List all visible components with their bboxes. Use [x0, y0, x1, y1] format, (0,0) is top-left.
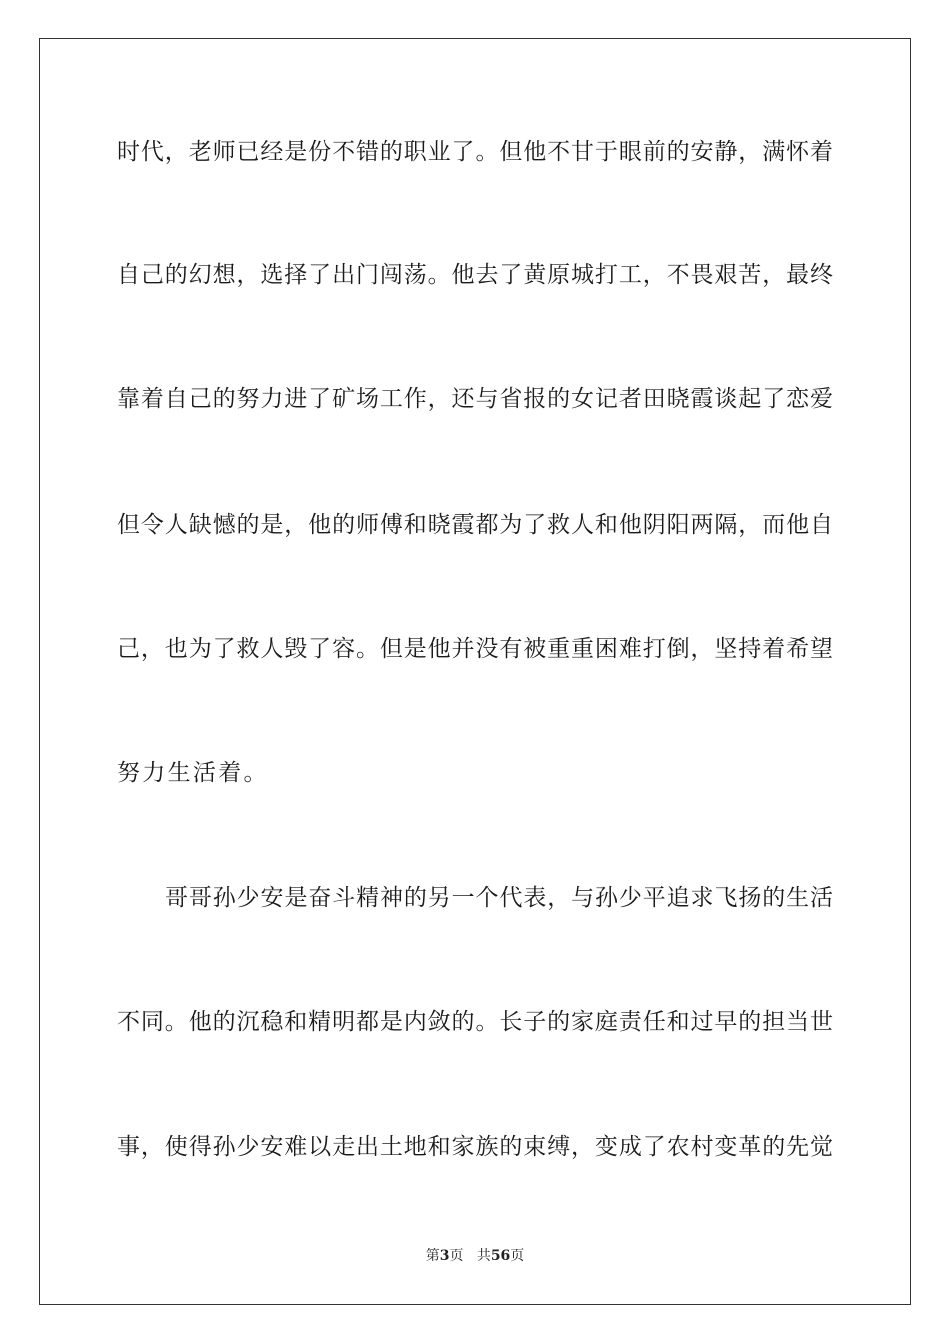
page-footer — [0, 1246, 950, 1266]
body-line-8: 不同。他的沉稳和精明都是内敛的。长子的家庭责任和过早的担当世 — [117, 1009, 833, 1035]
total-prefix: 共 — [476, 1248, 491, 1264]
page-number: 3 — [439, 1248, 450, 1264]
page-border — [39, 38, 911, 1305]
body-line-6: 努力生活着。 — [117, 760, 269, 786]
page-suffix: 页 — [449, 1248, 464, 1264]
page-prefix: 第 — [425, 1248, 440, 1264]
total-pages: 56 — [490, 1248, 511, 1264]
total-suffix: 页 — [510, 1248, 525, 1264]
body-line-2: 自己的幻想，选择了出门闯荡。他去了黄原城打工，不畏艰苦，最终 — [117, 262, 833, 288]
body-line-7-paragraph-start: 哥哥孙少安是奋斗精神的另一个代表，与孙少平追求飞扬的生活 — [165, 885, 833, 911]
body-line-1: 时代，老师已经是份不错的职业了。但他不甘于眼前的安静，满怀着 — [117, 139, 833, 165]
body-line-5: 己，也为了救人毁了容。但是他并没有被重重困难打倒，坚持着希望 — [117, 636, 833, 662]
body-line-3: 靠着自己的努力进了矿场工作，还与省报的女记者田晓霞谈起了恋爱 — [117, 386, 833, 412]
body-line-9: 事，使得孙少安难以走出土地和家族的束缚，变成了农村变革的先觉 — [117, 1134, 833, 1160]
body-line-4: 但令人缺憾的是，他的师傅和晓霞都为了救人和他阴阳两隔，而他自 — [117, 512, 833, 538]
